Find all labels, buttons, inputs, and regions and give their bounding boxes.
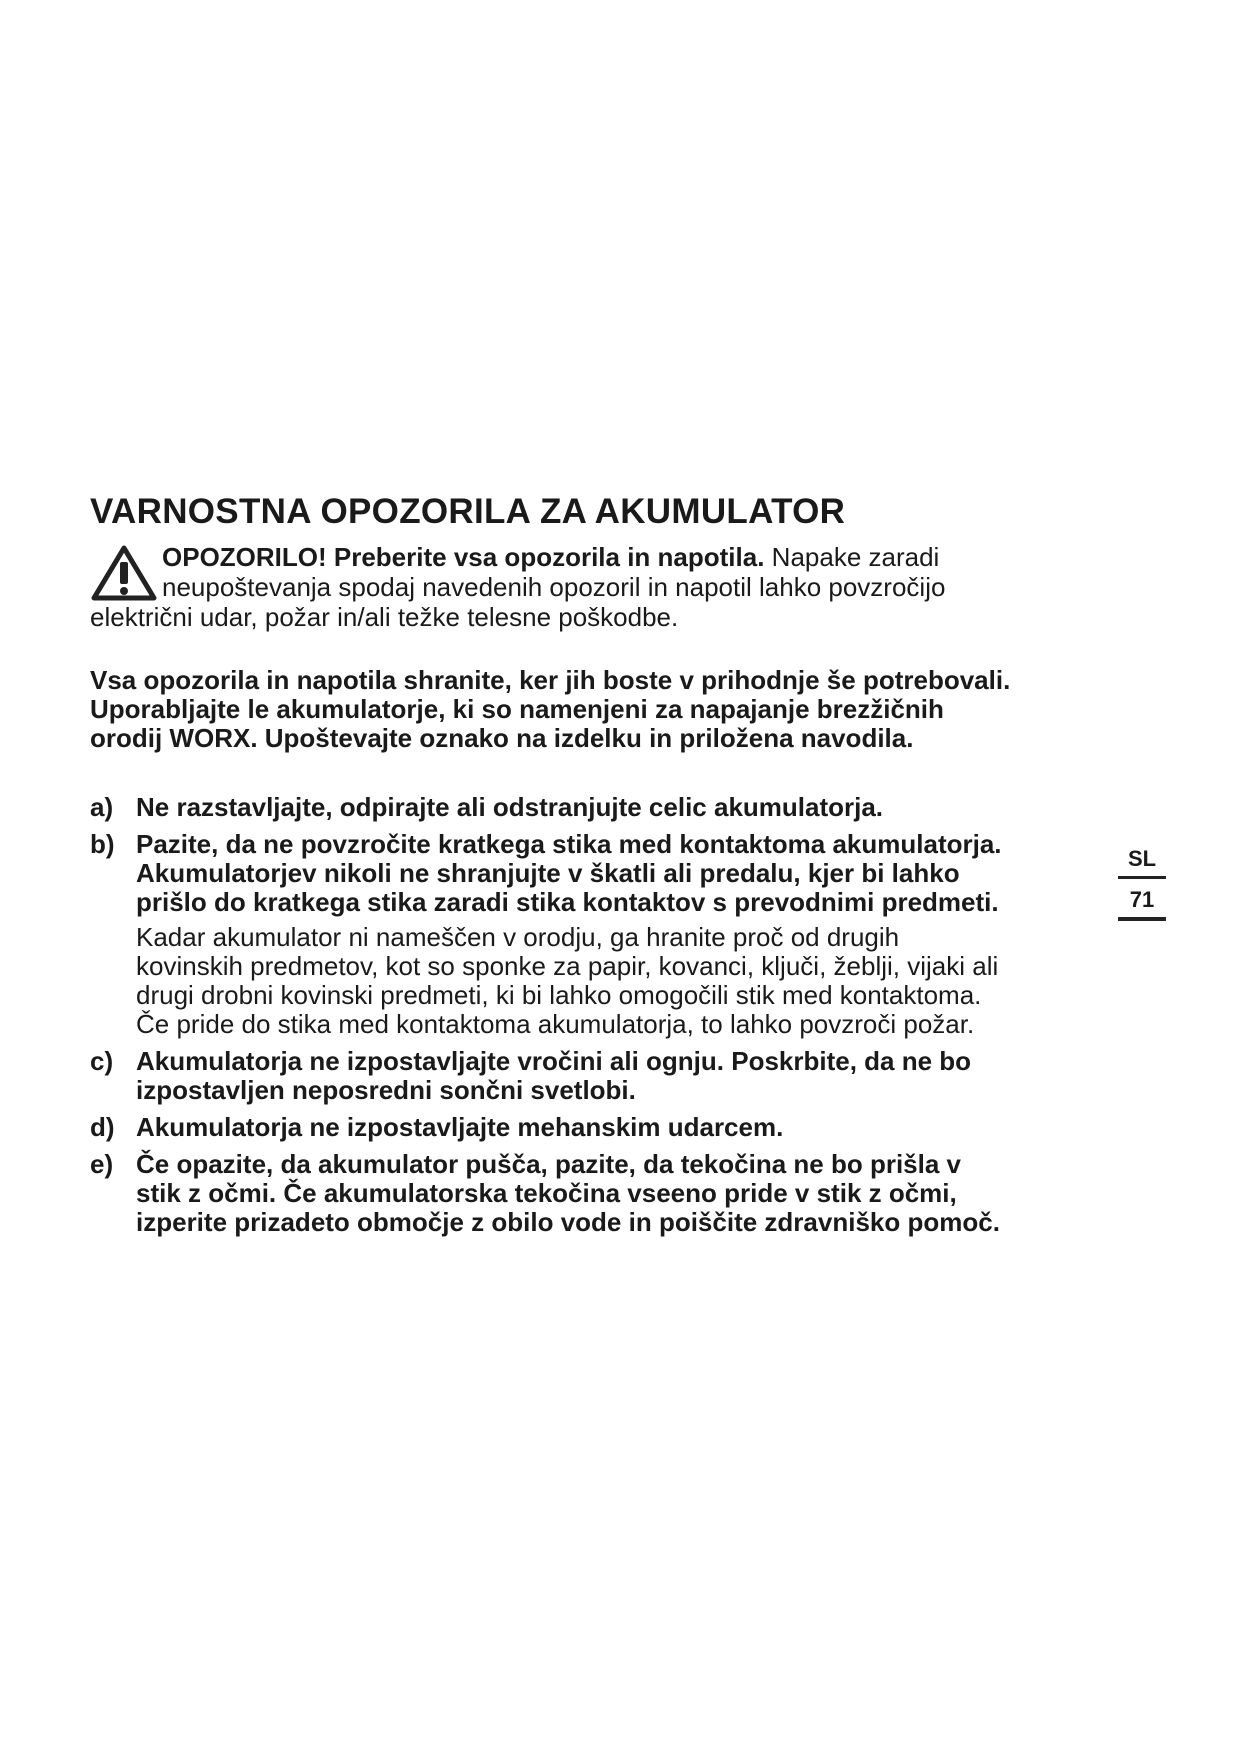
item-bold-line: Akumulatorjev nikoli ne shranjujte v škatli ali predalu, kjer bi lahko bbox=[136, 858, 960, 888]
item-letter: b) bbox=[90, 829, 115, 859]
item-normal-line: drugi drobni kovinski predmeti, ki bi lahko omogočili stik med kontaktoma. bbox=[136, 980, 982, 1010]
item-bold-line: Ne razstavljajte, odpirajte ali odstranjujte celic akumulatorja. bbox=[136, 792, 884, 822]
item-letter: e) bbox=[90, 1149, 114, 1179]
item-bold-line: Akumulatorja ne izpostavljajte vročini ali ognju. Poskrbite, da ne bo bbox=[136, 1046, 972, 1076]
item-letter: c) bbox=[90, 1046, 114, 1076]
item-letter: a) bbox=[90, 792, 114, 822]
general-line: Uporabljajte le akumulatorje, ki so namenjeni za napajanje brezžičnih bbox=[90, 694, 944, 724]
language-code: SL bbox=[1118, 846, 1166, 879]
item-bold-line: stik z očmi. Če akumulatorska tekočina vseeno pride v stik z očmi, bbox=[136, 1178, 957, 1208]
item-normal-line: Kadar akumulator ni nameščen v orodju, ga hranite proč od drugih bbox=[136, 922, 900, 952]
warning-text-2: neupoštevanja spodaj navedenih opozoril in napotil lahko povzročijo bbox=[162, 572, 946, 602]
item-normal-line: Če pride do stika med kontaktoma akumulatorja, to lahko povzroči požar. bbox=[136, 1009, 975, 1039]
page-title: VARNOSTNA OPOZORILA ZA AKUMULATOR bbox=[90, 492, 846, 531]
warning-block bbox=[90, 542, 1130, 632]
safety-list bbox=[90, 793, 1130, 1237]
warning-triangle-icon bbox=[90, 544, 158, 602]
general-line: orodij WORX. Upoštevajte oznako na izdelku in priložena navodila. bbox=[90, 723, 914, 753]
document-body bbox=[90, 490, 1130, 1245]
list-item bbox=[90, 793, 1130, 822]
warning-bold-text: OPOZORILO! Preberite vsa opozorila in napotila. bbox=[162, 542, 765, 572]
warning-text-3: električni udar, požar in/ali težke telesne poškodbe. bbox=[90, 602, 679, 632]
item-bold-line: Pazite, da ne povzročite kratkega stika med kontaktoma akumulatorja. bbox=[136, 829, 1002, 859]
list-item bbox=[90, 830, 1130, 1039]
warning-text-1: Napake zaradi bbox=[764, 542, 940, 572]
list-item bbox=[90, 1113, 1130, 1142]
item-bold-line: izperite prizadeto območje z obilo vode in poiščite zdravniško pomoč. bbox=[136, 1207, 1000, 1237]
item-normal-line: kovinskih predmetov, kot so sponke za papir, kovanci, ključi, žeblji, vijaki ali bbox=[136, 951, 999, 981]
general-line: Vsa opozorila in napotila shranite, ker jih boste v prihodnje še potrebovali. bbox=[90, 665, 1011, 695]
item-bold-line: izpostavljen neposredni sončni svetlobi. bbox=[136, 1075, 636, 1105]
item-bold-line: Akumulatorja ne izpostavljajte mehanskim udarcem. bbox=[136, 1112, 784, 1142]
item-letter: d) bbox=[90, 1112, 115, 1142]
page-tab bbox=[1118, 846, 1166, 921]
item-bold-line: Če opazite, da akumulator pušča, pazite, da tekočina ne bo prišla v bbox=[136, 1149, 962, 1179]
list-item bbox=[90, 1047, 1130, 1105]
general-instructions bbox=[90, 666, 1130, 753]
item-bold-line: prišlo do kratkega stika zaradi stika kontaktov s prevodnimi predmeti. bbox=[136, 887, 999, 917]
page-number: 71 bbox=[1118, 879, 1166, 921]
list-item bbox=[90, 1150, 1130, 1237]
